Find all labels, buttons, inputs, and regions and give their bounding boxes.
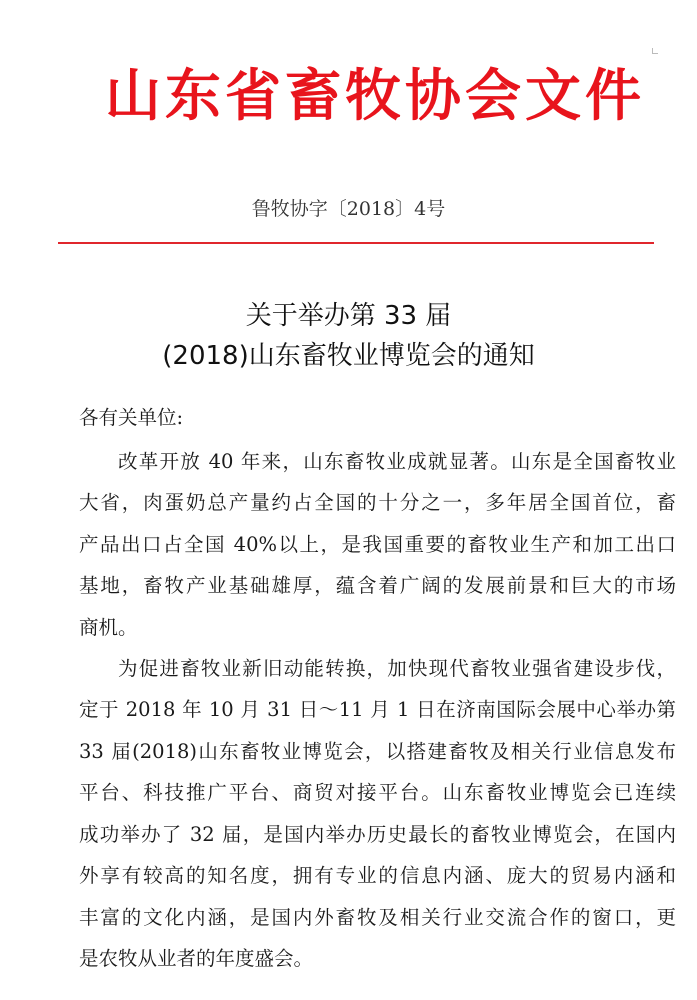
body-line: 商机。 [79,616,138,639]
body-line: 改革开放 40 年来，山东畜牧业成就显著。山东是全国畜牧业 [118,450,676,473]
notice-title-line-2: (2018)山东畜牧业博览会的通知 [162,341,535,371]
body-line: 基地，畜牧产业基础雄厚，蕴含着广阔的发展前景和巨大的市场 [79,574,676,597]
body-line: 33 届(2018)山东畜牧业博览会，以搭建畜牧及相关行业信息发布 [79,740,676,763]
document-number: 鲁牧协字〔2018〕4号 [251,198,446,220]
notice-title-line-1: 关于举办第 33 届 [245,301,452,331]
body-line: 定于 2018 年 10 月 31 日～11 月 1 日在济南国际会展中心举办第 [79,698,676,721]
page-corner-mark [652,48,658,54]
body-line: 大省，肉蛋奶总产量约占全国的十分之一，多年居全国首位，畜 [79,491,676,514]
body-line: 丰富的文化内涵，是国内外畜牧及相关行业交流合作的窗口，更 [79,906,676,929]
body-line: 是农牧从业者的年度盛会。 [79,947,314,970]
body-line: 成功举办了 32 届，是国内举办历史最长的畜牧业博览会，在国内 [79,823,676,846]
body-line: 为促进畜牧业新旧动能转换，加快现代畜牧业强省建设步伐， [118,657,676,680]
salutation: 各有关单位: [79,406,184,429]
body-line: 产品出口占全国 40%以上，是我国重要的畜牧业生产和加工出口 [79,533,676,556]
body-line: 平台、科技推广平台、商贸对接平台。山东畜牧业博览会已连续 [79,781,676,804]
body-line: 外享有较高的知名度，拥有专业的信息内涵、庞大的贸易内涵和 [79,864,676,887]
masthead-title: 山东省畜牧协会文件 [105,64,645,129]
red-divider [58,242,654,244]
